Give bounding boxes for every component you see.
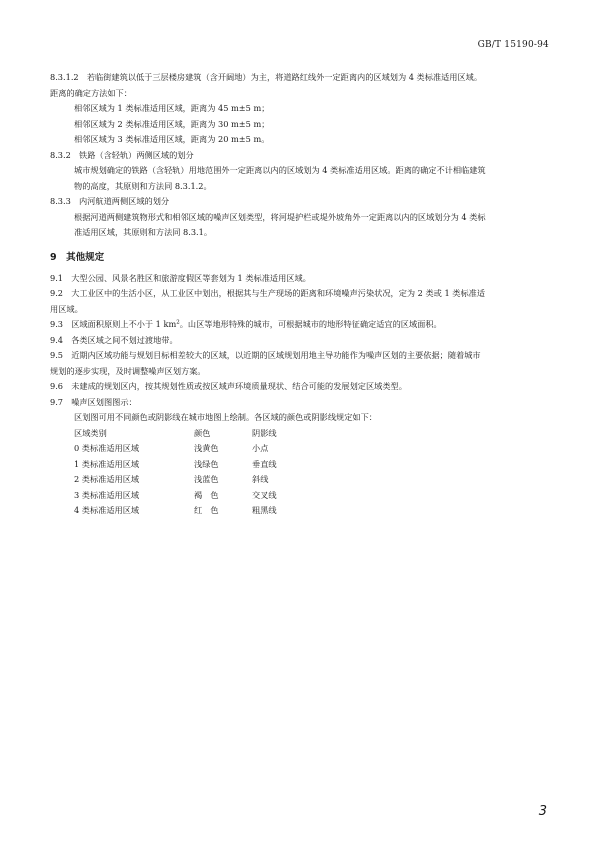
page-header-standard-code: GB/T 15190-94 [477,40,549,50]
distance-item: 相邻区域为 2 类标准适用区域，距离为 30 m±5 m； [74,118,270,129]
clause-9-7-description: 区划图可用不同颜色或阴影线在城市地图上绘制。各区域的颜色或阴影线规定如下： [74,412,377,422]
legend-cell-color: 红 色 [194,505,219,515]
clause-9-2-line-2: 用区域。 [50,303,83,314]
legend-cell-hatch: 小点 [252,443,269,453]
clause-9-3-text-a: 9.3 区域面积原则上不小于 1 km [50,319,177,329]
legend-cell-color: 褐 色 [194,489,219,500]
legend-cell-hatch: 垂直线 [252,458,277,469]
clause-8-3-2-line-1: 城市规划确定的铁路（含轻轨）用地范围外一定距离以内的区域划为 4 类标准适用区域。距离的确定不计相临建筑 [74,165,486,175]
clause-9-1: 9.1 大型公园、风景名胜区和旅游度假区等套划为 1 类标准适用区域。 [50,272,311,283]
legend-row [74,472,312,488]
legend-header-color: 颜色 [194,427,211,438]
legend-header-category: 区域类别 [74,427,107,438]
clause-9-3 [50,317,550,333]
clause-9-3-text-b: 。山区等地形特殊的城市，可根据城市的地形特征确定适宜的区域面积。 [179,319,442,329]
legend-cell-category: 4 类标准适用区域 [74,505,140,515]
distance-item: 相邻区域为 3 类标准适用区域，距离为 20 m±5 m。 [74,134,270,144]
legend-cell-color: 浅黄色 [194,443,219,453]
legend-cell-category: 1 类标准适用区域 [74,458,140,469]
legend-cell-category: 3 类标准适用区域 [74,489,140,500]
clause-8-3-3-heading: 8.3.3 内河航道两侧区域的划分 [50,196,170,206]
clause-8-3-3-line-2: 准适用区域，其原则和方法同 8.3.1。 [74,227,213,237]
legend-cell-category: 0 类标准适用区域 [74,443,140,453]
clause-9-2-line-1: 9.2 大工业区中的生活小区，从工业区中划出，根据其与生产现场的距离和环境噪声污染状况，定为 2 类或 1 类标准适 [50,288,486,298]
clause-9-4: 9.4 各类区域之间不划过渡地带。 [50,334,178,345]
clause-9-6: 9.6 未建成的规划区内，按其规划性质或按区域声环境质量现状、结合可能的发展划定区域类型。 [50,381,407,391]
clause-9-3-superscript: 2 [176,319,180,326]
clause-9-5-line-1: 9.5 近期内区域功能与规划目标相差较大的区域，以近期的区域规划用地主导功能作为噪声区划的主要依据；随着城市 [50,350,481,360]
document-body [50,70,550,519]
legend-row [74,503,312,519]
distance-item: 相邻区域为 1 类标准适用区域，距离为 45 m±5 m； [74,103,270,113]
legend-cell-hatch: 粗黑线 [252,505,277,515]
legend-row [74,488,312,504]
section-9-title: 9 其他规定 [50,251,105,263]
legend-header-row [74,426,312,442]
clause-9-5-line-2: 规划的逐步实现，及时调整噪声区划方案。 [50,365,206,376]
clause-8-3-2-line-2: 物的高度，其原则和方法同 8.3.1.2。 [74,180,212,191]
legend-cell-color: 浅绿色 [194,458,219,469]
legend-cell-color: 浅蓝色 [194,474,219,484]
clause-8-3-3-line-1: 根据河道两侧建筑物形式和相邻区域的噪声区划类型，将河堤护栏或堤外坡角外一定距离以内的区域划分为 4 类标 [74,211,486,222]
clause-8-3-1-2-line-1: 8.3.1.2 若临街建筑以低于三层楼房建筑（含开阔地）为主，将道路红线外一定距离内的区域划为 4 类标准适用区域。 [50,72,483,82]
clause-8-3-1-2-line-2: 距离的确定方法如下： [50,87,132,98]
zone-legend-table [74,426,312,519]
clause-8-3-2-heading: 8.3.2 铁路（含轻轨）两侧区域的划分 [50,149,194,160]
legend-cell-hatch: 交叉线 [252,489,277,500]
clause-9-7: 9.7 噪声区划图图示： [50,396,137,407]
legend-cell-hatch: 斜线 [252,474,269,484]
legend-cell-category: 2 类标准适用区域 [74,474,140,484]
legend-row [74,441,312,457]
legend-header-hatch: 阴影线 [252,427,277,438]
legend-row [74,457,312,473]
page-number: 3 [538,804,547,819]
